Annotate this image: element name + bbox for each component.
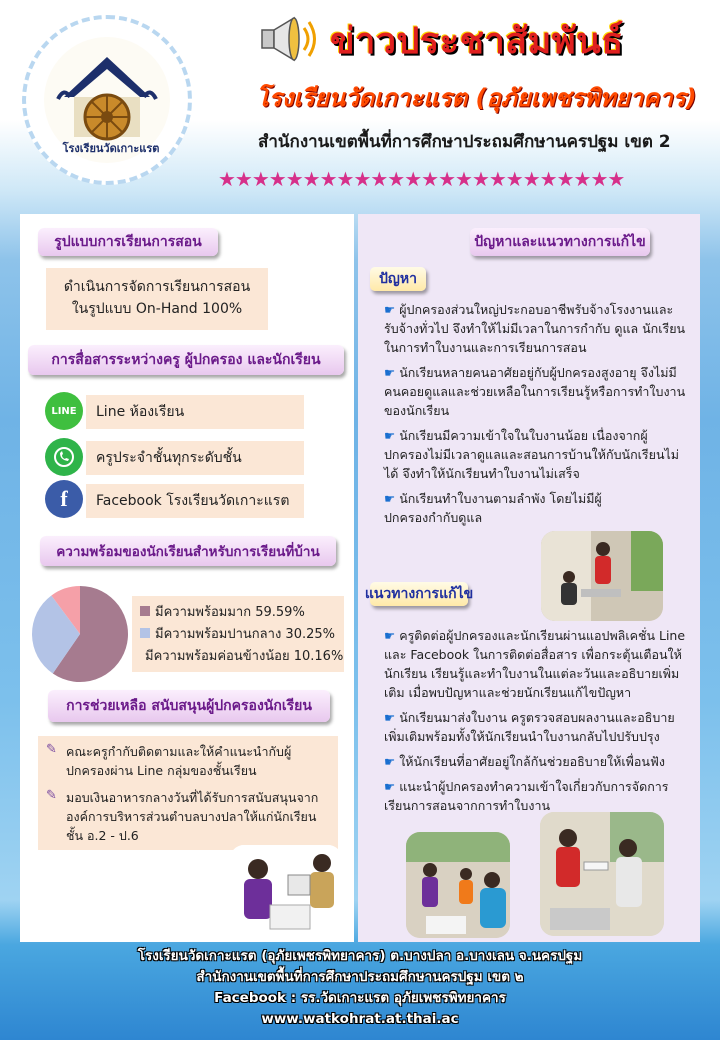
teaching-line-2: ในรูปแบบ On-Hand 100% (71, 301, 243, 317)
legend-swatch-medium (140, 628, 150, 638)
school-name: โรงเรียนวัดเกาะแรต (อุภัยเพชรพิทยาคาร) (256, 84, 697, 112)
pointing-hand-icon: ☛ (384, 365, 396, 380)
problems-heading: ปัญหาและแนวทางการแก้ไข (470, 228, 650, 256)
photo-teacher-student (230, 845, 342, 941)
solution-text-2: นักเรียนมาส่งใบงาน ครูตรวจสอบผลงานและอธิบายเพิ่มเติมพร้อมทั้งให้นักเรียนนำใบงานกลับไปปรับปรุง (384, 710, 675, 744)
support-item-2: มอบเงินอาหารกลางวันที่ได้รับการสนับสนุนจากองค์การบริหารส่วนตำบลบางปลาให้แก่นักเรียน ชั้น อ.2 - ป.6 (66, 790, 319, 843)
communication-heading: การสื่อสารระหว่างครู ผู้ปกครอง และนักเรียน (28, 345, 344, 375)
star-divider: ★★★★★★★★★★★★★★★★★★★★★★★★ (218, 167, 625, 191)
contact-line-label: Line ห้องเรียน (96, 404, 185, 420)
teaching-box (46, 268, 268, 330)
line-icon (45, 392, 83, 430)
facebook-icon-text: f (60, 486, 68, 511)
legend-item-medium (140, 622, 336, 644)
support-heading: การช่วยเหลือ สนับสนุนผู้ปกครองนักเรียน (48, 690, 330, 722)
readiness-heading: ความพร้อมของนักเรียนสำหรับการเรียนที่บ้าน (40, 536, 336, 566)
logo-caption: โรงเรียนวัดเกาะแรต (62, 142, 160, 155)
contact-teacher-label: ครูประจำชั้นทุกระดับชั้น (96, 450, 242, 466)
school-logo (22, 15, 192, 185)
pointing-hand-icon: ☛ (384, 428, 396, 443)
solution-text-4: แนะนำผู้ปกครองทำความเข้าใจเกี่ยวกับการจัดการเรียนการสอนจากการทำใบงาน (384, 779, 669, 813)
pointing-hand-icon: ☛ (384, 754, 396, 769)
legend-item-low (140, 644, 344, 666)
pointing-hand-icon: ☛ (384, 710, 396, 725)
readiness-pie-chart (30, 584, 130, 684)
pie-legend (132, 596, 344, 672)
contact-facebook (86, 484, 304, 518)
pen-icon: ✎ (46, 788, 57, 803)
pointing-hand-icon: ☛ (384, 628, 396, 643)
megaphone-icon (260, 16, 320, 62)
photo-worksheet-delivery (541, 531, 663, 621)
legend-label-low: มีความพร้อมค่อนข้างน้อย 10.16% (145, 648, 344, 664)
legend-swatch-high (140, 606, 150, 616)
legend-item-high (140, 600, 336, 622)
problem-text-4: นักเรียนทำใบงานตามลำพัง โดยไม่มีผู้ปกครองกำกับดูแล (384, 491, 602, 525)
pointing-hand-icon: ☛ (384, 779, 396, 794)
footer-office: สำนักงานเขตพื้นที่การศึกษาประถมศึกษานครปฐม เขต ๒ (196, 969, 524, 985)
photo-student-parent (406, 832, 510, 938)
pointing-hand-icon: ☛ (384, 302, 396, 317)
legend-label-medium: มีความพร้อมปานกลาง 30.25% (155, 626, 335, 642)
contact-line (86, 395, 304, 429)
legend-label-high: มีความพร้อมมาก 59.59% (155, 604, 305, 620)
photo-worksheet-return (540, 812, 664, 936)
footer-facebook: Facebook : รร.วัดเกาะแรต อุภัยเพชรพิทยาคาร (214, 990, 506, 1006)
solution-item (384, 626, 690, 702)
problem-list (384, 300, 690, 533)
problem-text-3: นักเรียนมีความเข้าใจในใบงานน้อย เนื่องจากผู้ปกครองไม่มีเวลาดูแลและสอนการบ้านให้กับนักเรียนไม่ได้ จึงทำให้นักเรียนทำใบงานไม่เสร็จ (384, 428, 680, 481)
problem-item (384, 489, 604, 527)
support-box (38, 736, 338, 850)
photo-illustration (406, 832, 510, 938)
problem-item (384, 363, 690, 420)
contact-teacher (86, 441, 304, 475)
footer-address: โรงเรียนวัดเกาะแรต (อุภัยเพชรพิทยาคาร) ต.บางปลา อ.บางเลน จ.นครปฐม (137, 948, 583, 964)
solution-item (384, 777, 690, 815)
line-icon-text: LINE (51, 405, 77, 417)
solution-item (384, 708, 690, 746)
solution-text-1: ครูติดต่อผู้ปกครองและนักเรียนผ่านแอปพลิเคชั่น Line และ Facebook ในการติดต่อสื่อสาร เพื่อกระตุ้นเตือนให้นักเรียน เรียนรู้และทำใบงานในแต่ละวันและอธิบายเพิ่มเติม เมื่อพบปัญหาและช่วยนักเรียนแก้ไขปัญหา (384, 628, 686, 700)
problem-item (384, 300, 690, 357)
contact-facebook-label: Facebook โรงเรียนวัดเกาะแรต (96, 493, 290, 509)
pointing-hand-icon: ☛ (384, 491, 396, 506)
solution-subheading: แนวทางการแก้ไข (370, 582, 468, 606)
page-title: ข่าวประชาสัมพันธ์ (330, 21, 624, 62)
problem-text-1: ผู้ปกครองส่วนใหญ่ประกอบอาชีพรับจ้างโรงงานและรับจ้างทั่วไป จึงทำให้ไม่มีเวลาในการกำกับ ดูแล นักเรียนในการทำใบงานและการเรียนการสอน (384, 302, 686, 355)
photo-illustration (540, 812, 664, 936)
pen-icon: ✎ (46, 742, 57, 757)
phone-glyph-icon (52, 445, 76, 469)
footer-website[interactable]: www.watkohrat.at.thai.ac (261, 1011, 459, 1027)
office-name: สำนักงานเขตพื้นที่การศึกษาประถมศึกษานครปฐม เขต 2 (258, 132, 671, 152)
problem-text-2: นักเรียนหลายคนอาศัยอยู่กับผู้ปกครองสูงอายุ จึงไม่มีคนคอยดูแลและช่วยเหลือในการเรียนรู้หรือการทำใบงานของนักเรียน (384, 365, 686, 418)
problem-subheading: ปัญหา (370, 267, 426, 291)
photo-illustration (230, 845, 342, 941)
support-item-1: คณะครูกำกับติดตามและให้คำแนะนำกับผู้ปกครองผ่าน Line กลุ่มของชั้นเรียน (66, 744, 292, 778)
solution-list (384, 626, 690, 821)
problem-item (384, 426, 690, 483)
solution-text-3: ให้นักเรียนที่อาศัยอยู่ใกล้กันช่วยอธิบายให้เพื่อนฟัง (399, 754, 665, 769)
whatsapp-icon (45, 438, 83, 476)
teaching-heading: รูปแบบการเรียนการสอน (38, 228, 218, 256)
footer (0, 946, 720, 1030)
teaching-line-1: ดำเนินการจัดการเรียนการสอน (63, 279, 251, 295)
solution-item (384, 752, 690, 771)
photo-illustration (541, 531, 663, 621)
facebook-icon (45, 480, 83, 518)
